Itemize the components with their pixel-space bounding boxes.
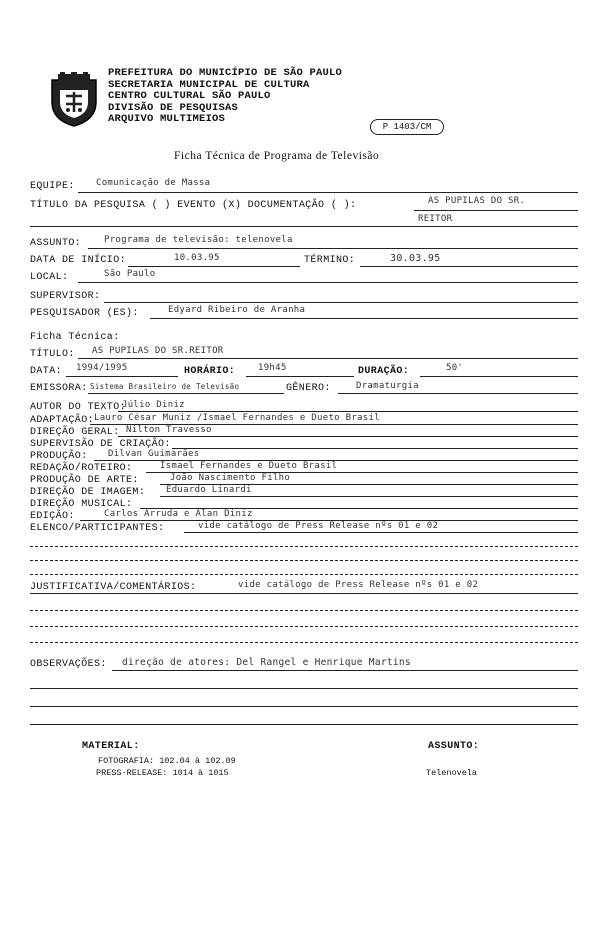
material-fotografia: FOTOGRAFIA: 102.04 à 102.09 (98, 756, 236, 766)
ficha-titulo-label: TÍTULO: (30, 349, 75, 360)
ficha-horario-label: HORÁRIO: (184, 366, 236, 377)
justificativa-value: vide catálogo de Press Release nºs 01 e 02 (238, 580, 479, 590)
ficha-genero-label: GÊNERO: (286, 383, 331, 394)
ficha-direcao-musical-label: DIREÇÃO MUSICAL: (30, 499, 133, 510)
header-line-prefeitura: PREFEITURA DO MUNICÍPIO DE SÃO PAULO (108, 67, 343, 79)
data-inicio-label: DATA DE INÍCIO: (30, 255, 127, 266)
ficha-titulo-value: AS PUPILAS DO SR.REITOR (92, 346, 224, 356)
catalog-stamp-text: P 1403/CM (382, 122, 432, 132)
ficha-supervisao-label: SUPERVISÃO DE CRIAÇÃO: (30, 439, 171, 450)
form-title: Ficha Técnica de Programa de Televisão (174, 150, 380, 162)
ficha-producao-value: Dilvan Guimarães (108, 449, 200, 459)
pesquisador-label: PESQUISADOR (ES): (30, 308, 139, 319)
ficha-direcao-geral-label: DIREÇÃO GERAL: (30, 427, 120, 438)
ficha-elenco-label: ELENCO/PARTICIPANTES: (30, 523, 165, 534)
ficha-edicao-label: EDIÇÃO: (30, 511, 75, 522)
titulo-pesquisa-label: TÍTULO DA PESQUISA ( ) EVENTO (X) DOCUMENTAÇÃO ( ): (30, 200, 357, 211)
local-value: São Paulo (104, 269, 156, 279)
header-line-centro: CENTRO CULTURAL SÃO PAULO (108, 90, 271, 102)
ficha-genero-value: Dramaturgia (356, 381, 419, 391)
ficha-direcao-imagem-value: Eduardo Linardi (166, 485, 252, 495)
ficha-producao-label: PRODUÇÃO: (30, 451, 88, 462)
termino-label: TÉRMINO: (304, 255, 356, 266)
header-line-divisao: DIVISÃO DE PESQUISAS (108, 101, 239, 114)
assunto-footer-value: Telenovela (426, 768, 478, 778)
header-line-arquivo: ARQUIVO MULTIMEIOS (108, 113, 226, 125)
pesquisador-value: Edyard Ribeiro de Aranha (168, 305, 306, 315)
ficha-adaptacao-label: ADAPTAÇÃO: (30, 415, 95, 426)
ficha-duracao-value: 50' (446, 363, 464, 373)
ficha-edicao-value: Carlos Arruda e Alan Diniz (104, 509, 253, 519)
supervisor-label: SUPERVISOR: (30, 291, 101, 302)
ficha-redacao-value: Ismael Fernandes e Dueto Brasil (160, 461, 338, 471)
ficha-horario-value: 19h45 (258, 363, 287, 373)
ficha-emissora-label: EMISSORA: (30, 383, 88, 394)
equipe-label: EQUIPE: (30, 181, 75, 192)
material-press-release: PRESS-RELEASE: 1014 à 1015 (96, 768, 229, 778)
ficha-direcao-imagem-label: DIREÇÃO DE IMAGEM: (30, 487, 146, 498)
ficha-data-label: DATA: (30, 366, 63, 377)
titulo-pesquisa-value-2: REITOR (418, 214, 453, 224)
ficha-elenco-value: vide catálogo de Press Release nºs 01 e 02 (198, 521, 439, 531)
catalog-stamp (370, 119, 444, 135)
observacoes-label: OBSERVAÇÕES: (30, 659, 107, 670)
ficha-direcao-geral-value: Nilton Travesso (126, 425, 212, 435)
justificativa-label: JUSTIFICATIVA/COMENTÁRIOS: (30, 582, 197, 593)
header-line-secretaria: SECRETARIA MUNICIPAL DE CULTURA (108, 78, 310, 91)
ficha-duracao-label: DURAÇÃO: (358, 366, 410, 377)
header-block (108, 68, 342, 126)
observacoes-value: direção de atores: Del Rangel e Henrique Martins (122, 657, 411, 668)
ficha-autor-value: Júlio Diniz (122, 400, 185, 410)
ficha-redacao-label: REDAÇÃO/ROTEIRO: (30, 463, 133, 474)
assunto-value: Programa de televisão: telenovela (104, 235, 293, 245)
ficha-heading: Ficha Técnica: (30, 332, 120, 343)
city-crest-logo (48, 72, 100, 128)
assunto-footer-label: ASSUNTO: (428, 741, 480, 752)
ficha-autor-label: AUTOR DO TEXTO: (30, 402, 127, 413)
titulo-pesquisa-value: AS PUPILAS DO SR. (428, 196, 526, 206)
ficha-adaptacao-value: Lauro César Muniz /Ismael Fernandes e Dueto Brasil (94, 413, 380, 423)
local-label: LOCAL: (30, 272, 69, 283)
data-inicio-value: 10.03.95 (174, 253, 220, 263)
ficha-producao-arte-value: João Nascimento Filho (170, 473, 291, 483)
assunto-label: ASSUNTO: (30, 238, 82, 249)
ficha-producao-arte-label: PRODUÇÃO DE ARTE: (30, 475, 139, 486)
material-label: MATERIAL: (82, 741, 140, 752)
equipe-value: Comunicação de Massa (96, 178, 211, 188)
ficha-emissora-value: Sistema Brasileiro de Televisão (90, 382, 240, 391)
ficha-data-value: 1994/1995 (76, 363, 128, 373)
termino-value: 30.03.95 (390, 253, 441, 264)
